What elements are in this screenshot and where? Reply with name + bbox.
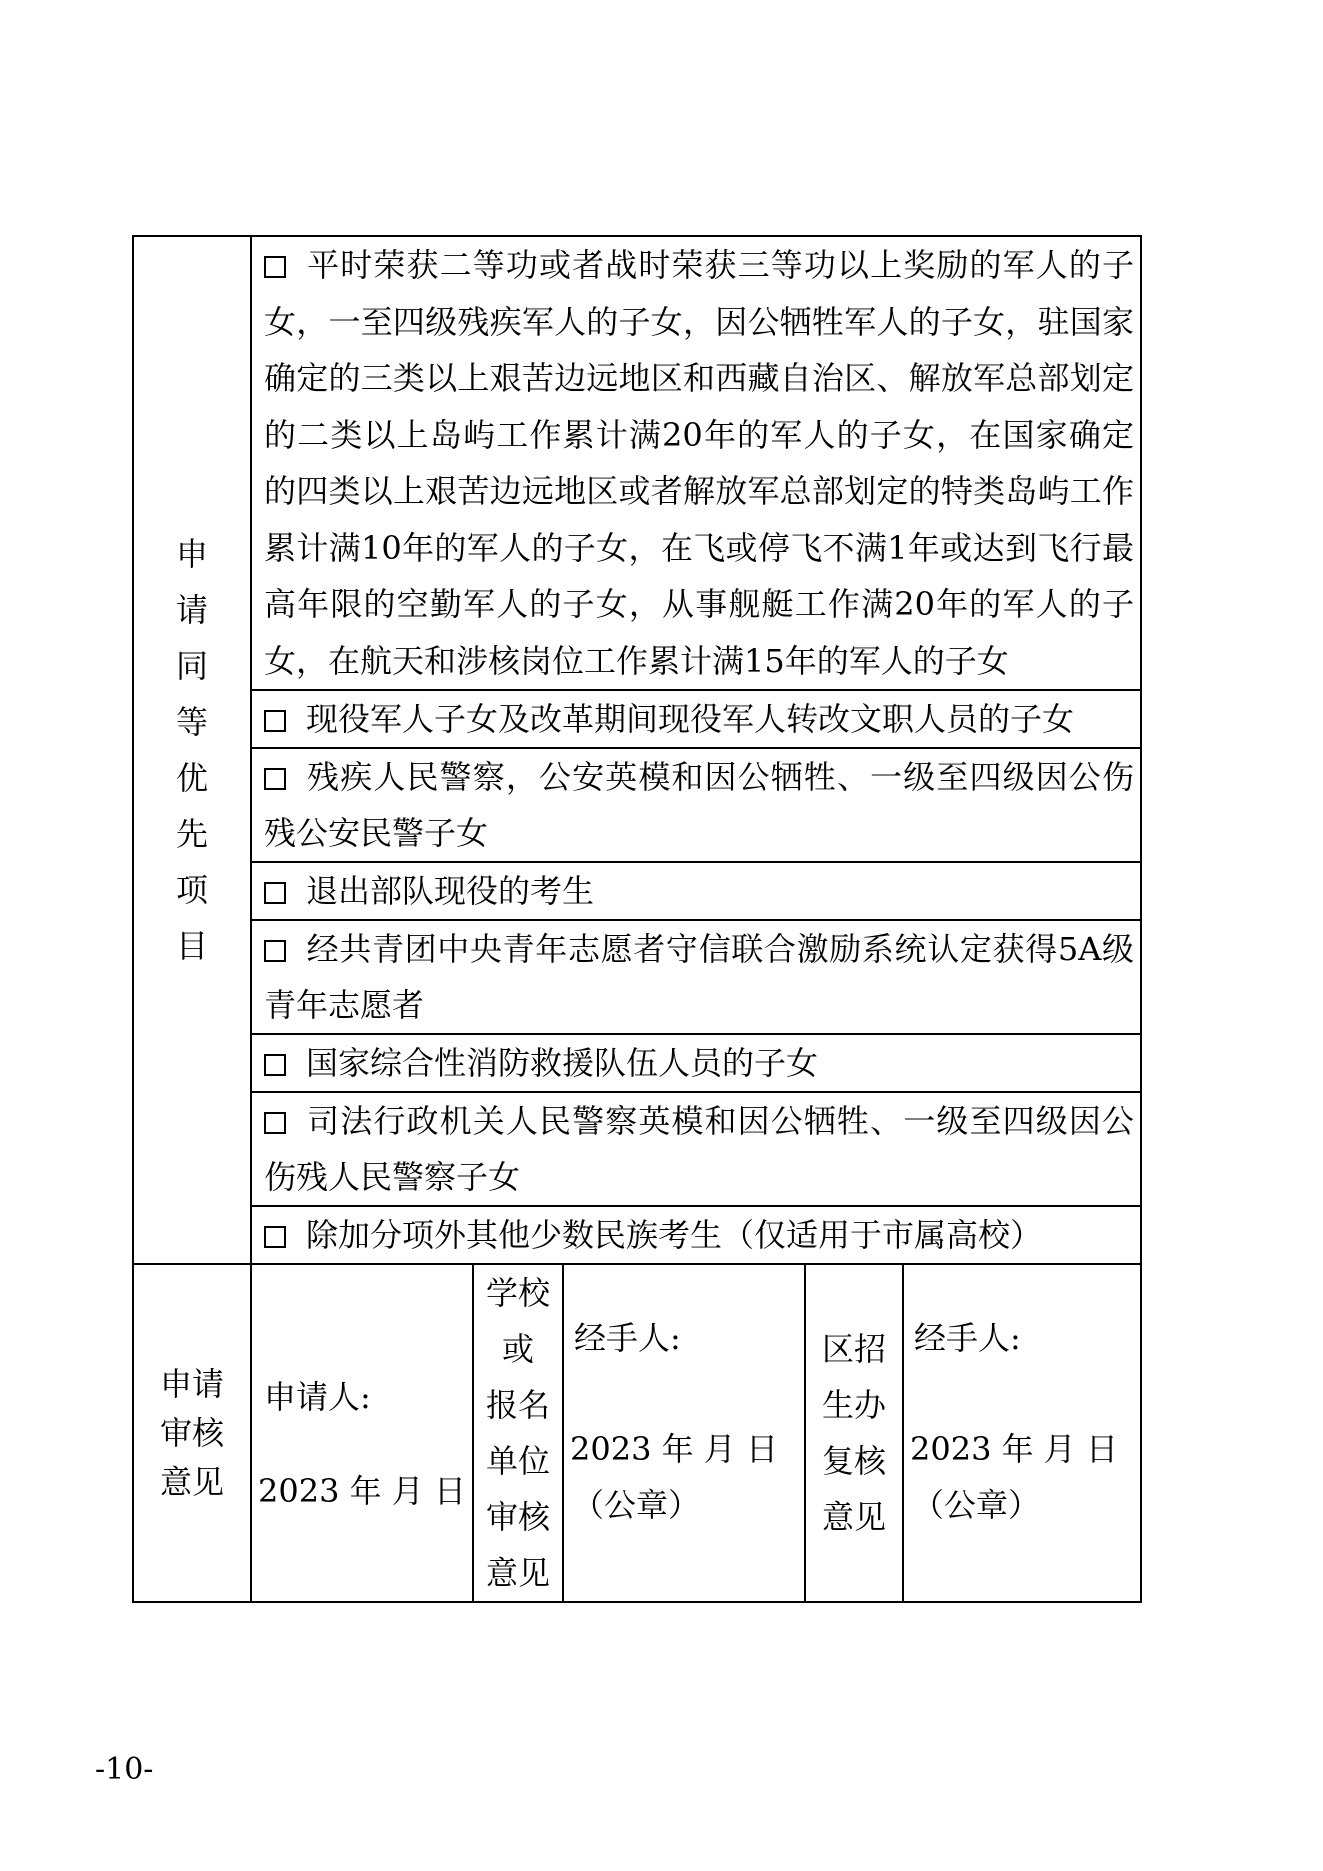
- priority-item-military-merit: [251, 236, 1141, 690]
- school-review-label-line: 或: [501, 1330, 534, 1368]
- review-row-label-line: 意见: [159, 1462, 224, 1501]
- applicant-label: 申请人:: [264, 1378, 371, 1416]
- priority-item-veteran: [251, 862, 1141, 920]
- review-row-label-line: 申请: [159, 1364, 224, 1403]
- applicant-date: 2023 年 月 日: [258, 1472, 466, 1510]
- checkbox[interactable]: [264, 882, 286, 904]
- item-text: 除加分项外其他少数民族考生（仅适用于市属高校）: [306, 1216, 1043, 1254]
- school-review-label-line: 意见: [485, 1554, 550, 1592]
- item-text: 司法行政机关人民警察英模和因公牺牲、一级至四级因公伤残人民警察子女: [264, 1102, 1134, 1196]
- district-review-label-line: 区招: [821, 1330, 886, 1368]
- school-review-cell: [563, 1264, 805, 1602]
- checkbox[interactable]: [264, 768, 286, 790]
- school-review-label: [473, 1264, 563, 1602]
- district-handler-label: 经手人:: [914, 1319, 1021, 1357]
- district-review-label: [805, 1264, 903, 1602]
- priority-item-firefighter: [251, 1034, 1141, 1092]
- school-seal: （公章）: [572, 1486, 701, 1524]
- item-text: 经共青团中央青年志愿者守信联合激励系统认定获得5A级青年志愿者: [264, 930, 1134, 1024]
- priority-item-police: [251, 748, 1141, 862]
- checkbox[interactable]: [264, 1054, 286, 1076]
- school-review-label-line: 单位: [485, 1442, 550, 1480]
- school-review-label-line: 审核: [485, 1498, 550, 1536]
- section-label-char: 优: [175, 759, 208, 797]
- priority-item-volunteer: [251, 920, 1141, 1034]
- section-label-cell: [133, 236, 251, 1264]
- priority-item-judicial-police: [251, 1092, 1141, 1206]
- section-label-char: 先: [175, 815, 208, 853]
- applicant-cell: [251, 1264, 473, 1602]
- item-text: 残疾人民警察，公安英模和因公牺牲、一级至四级因公伤残公安民警子女: [264, 758, 1134, 852]
- review-row-label: [133, 1264, 251, 1602]
- district-review-label-line: 生办: [821, 1386, 886, 1424]
- checkbox[interactable]: [264, 1226, 286, 1248]
- section-label-char: 同: [175, 647, 208, 685]
- district-date: 2023 年 月 日: [910, 1430, 1118, 1468]
- checkbox[interactable]: [264, 256, 286, 278]
- district-seal: （公章）: [912, 1486, 1041, 1524]
- item-text: 平时荣获二等功或者战时荣获三等功以上奖励的军人的子女，一至四级残疾军人的子女，因公牺牲军人的子女，驻国家确定的三类以上艰苦边远地区和西藏自治区、解放军总部划定的二类以上岛屿工作累计满20年的军人的子女，在国家确定的四类以上艰苦边远地区或者解放军总部划定的特类岛屿工作累计满10年的军人的子女，在飞或停飞不满1年或达到飞行最高年限的空勤军人的子女，从事舰艇工作满20年的军人的子女，在航天和涉核岗位工作累计满15年的军人的子女: [264, 246, 1134, 680]
- school-review-label-line: 学校: [485, 1274, 550, 1312]
- section-label-char: 等: [175, 703, 208, 741]
- school-review-label-line: 报名: [485, 1386, 550, 1424]
- priority-application-table: [132, 235, 1142, 1603]
- district-review-label-line: 复核: [821, 1442, 886, 1480]
- checkbox[interactable]: [264, 1112, 286, 1134]
- school-handler-label: 经手人:: [574, 1319, 681, 1357]
- item-text: 现役军人子女及改革期间现役军人转改文职人员的子女: [306, 700, 1075, 738]
- school-date: 2023 年 月 日: [570, 1430, 778, 1468]
- section-label-char: 目: [175, 927, 208, 965]
- section-label-char: 申: [175, 535, 208, 573]
- checkbox[interactable]: [264, 710, 286, 732]
- priority-item-active-military: [251, 690, 1141, 748]
- item-text: 国家综合性消防救援队伍人员的子女: [306, 1044, 819, 1082]
- checkbox[interactable]: [264, 940, 286, 962]
- item-text: 退出部队现役的考生: [306, 872, 595, 910]
- section-label-char: 请: [175, 591, 208, 629]
- priority-item-ethnic-minority: [251, 1206, 1141, 1264]
- section-label-char: 项: [175, 871, 208, 909]
- review-row-label-line: 审核: [159, 1413, 224, 1452]
- district-review-label-line: 意见: [821, 1498, 886, 1536]
- page-number: -10-: [95, 1752, 154, 1787]
- district-review-cell: [903, 1264, 1141, 1602]
